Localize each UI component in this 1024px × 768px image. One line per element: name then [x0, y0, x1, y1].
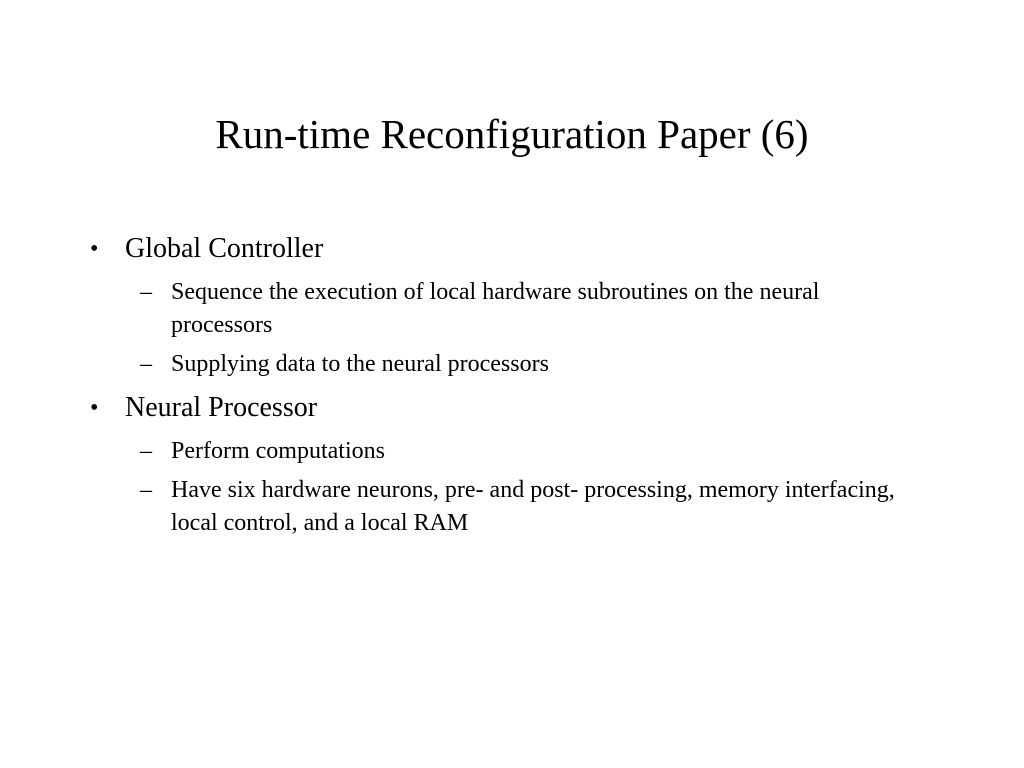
- sub-bullet-text: Have six hardware neurons, pre- and post- processing, memory interfacing, local control, and a local RAM: [171, 477, 895, 536]
- sub-bullet-text: Perform computations: [171, 438, 385, 464]
- bullet-label: Global Controller: [125, 233, 324, 264]
- bullet-item-global-controller: [0, 228, 1024, 381]
- bullet-item-neural-processor: [0, 387, 1024, 540]
- bullet-icon: •: [90, 395, 99, 421]
- dash-icon: –: [140, 438, 152, 464]
- bullet-list: [0, 228, 1024, 540]
- sub-bullet-list: [0, 276, 1024, 381]
- bullet-icon: •: [90, 236, 99, 262]
- slide-title: Run-time Reconfiguration Paper (6): [215, 111, 809, 157]
- bullet-label: Neural Processor: [125, 392, 318, 423]
- sub-bullet-text: Sequence the execution of local hardware subroutines on the neural processors: [171, 279, 820, 338]
- sub-bullet-item: [0, 276, 1024, 342]
- dash-icon: –: [140, 351, 152, 377]
- sub-bullet-text: Supplying data to the neural processors: [171, 351, 549, 377]
- sub-bullet-list: [0, 435, 1024, 540]
- sub-bullet-item: [0, 348, 1024, 381]
- bullet-row: [0, 387, 1024, 429]
- dash-icon: –: [140, 477, 152, 503]
- sub-bullet-item: [0, 435, 1024, 468]
- bullet-row: [0, 228, 1024, 270]
- dash-icon: –: [140, 279, 152, 305]
- sub-bullet-item: [0, 474, 1024, 540]
